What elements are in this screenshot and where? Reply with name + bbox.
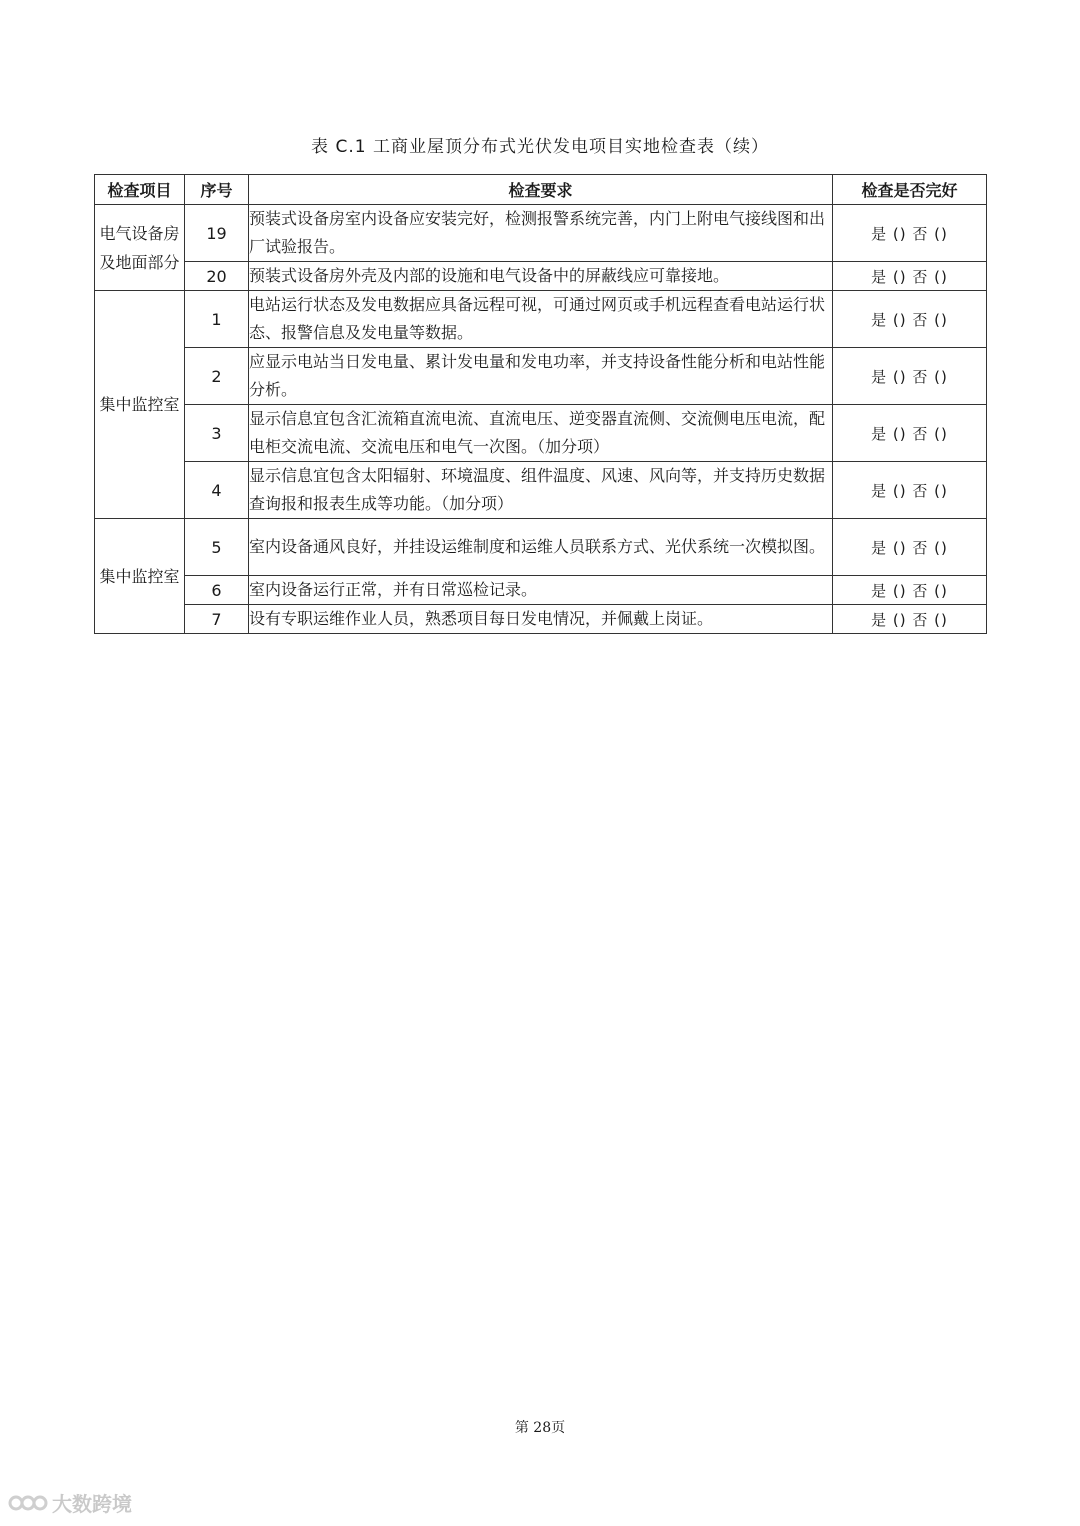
requirement-cell: 应显示电站当日发电量、累计发电量和发电功率，并支持设备性能分析和电站性能分析。 [249, 348, 833, 405]
requirement-cell: 室内设备运行正常，并有日常巡检记录。 [249, 576, 833, 605]
number-cell: 2 [185, 348, 249, 405]
table-row [95, 348, 987, 405]
table-row [95, 462, 987, 519]
check-cell: 是 () 否 () [833, 291, 987, 348]
number-cell: 7 [185, 605, 249, 634]
watermark-logo-icon [8, 1491, 48, 1515]
header-check: 检查是否完好 [833, 175, 987, 205]
table-header-row [95, 175, 987, 205]
table-row [95, 576, 987, 605]
watermark-text: 大数跨境 [52, 1492, 132, 1516]
header-requirement: 检查要求 [249, 175, 833, 205]
number-cell: 4 [185, 462, 249, 519]
requirement-cell: 室内设备通风良好，并挂设运维制度和运维人员联系方式、光伏系统一次模拟图。 [249, 519, 833, 576]
table-row [95, 519, 987, 576]
table-row [95, 605, 987, 634]
requirement-cell: 设有专职运维作业人员，熟悉项目每日发电情况，并佩戴上岗证。 [249, 605, 833, 634]
check-cell: 是 () 否 () [833, 462, 987, 519]
check-cell: 是 () 否 () [833, 262, 987, 291]
category-cell: 集中监控室 [95, 291, 185, 519]
table-row [95, 262, 987, 291]
category-cell: 电气设备房及地面部分 [95, 205, 185, 291]
table-title: 表 C.1 工商业屋顶分布式光伏发电项目实地检查表（续） [311, 137, 769, 157]
number-cell: 19 [185, 205, 249, 262]
check-cell: 是 () 否 () [833, 205, 987, 262]
header-category: 检查项目 [95, 175, 185, 205]
requirement-cell: 预装式设备房室内设备应安装完好，检测报警系统完善，内门上附电气接线图和出厂试验报告。 [249, 205, 833, 262]
inspection-table [94, 174, 987, 634]
table-row [95, 291, 987, 348]
check-cell: 是 () 否 () [833, 576, 987, 605]
table-row [95, 205, 987, 262]
check-cell: 是 () 否 () [833, 405, 987, 462]
number-cell: 6 [185, 576, 249, 605]
table-row [95, 405, 987, 462]
number-cell: 20 [185, 262, 249, 291]
requirement-cell: 电站运行状态及发电数据应具备远程可视，可通过网页或手机远程查看电站运行状态、报警信息及发电量等数据。 [249, 291, 833, 348]
header-number: 序号 [185, 175, 249, 205]
check-cell: 是 () 否 () [833, 348, 987, 405]
watermark [8, 1488, 132, 1517]
requirement-cell: 预装式设备房外壳及内部的设施和电气设备中的屏蔽线应可靠接地。 [249, 262, 833, 291]
category-cell: 集中监控室 [95, 519, 185, 634]
number-cell: 1 [185, 291, 249, 348]
requirement-cell: 显示信息宜包含汇流箱直流电流、直流电压、逆变器直流侧、交流侧电压电流，配电柜交流电流、交流电压和电气一次图。（加分项） [249, 405, 833, 462]
requirement-cell: 显示信息宜包含太阳辐射、环境温度、组件温度、风速、风向等，并支持历史数据查询报和报表生成等功能。（加分项） [249, 462, 833, 519]
check-cell: 是 () 否 () [833, 519, 987, 576]
check-cell: 是 () 否 () [833, 605, 987, 634]
page-number: 第 28页 [514, 1420, 566, 1436]
number-cell: 3 [185, 405, 249, 462]
number-cell: 5 [185, 519, 249, 576]
